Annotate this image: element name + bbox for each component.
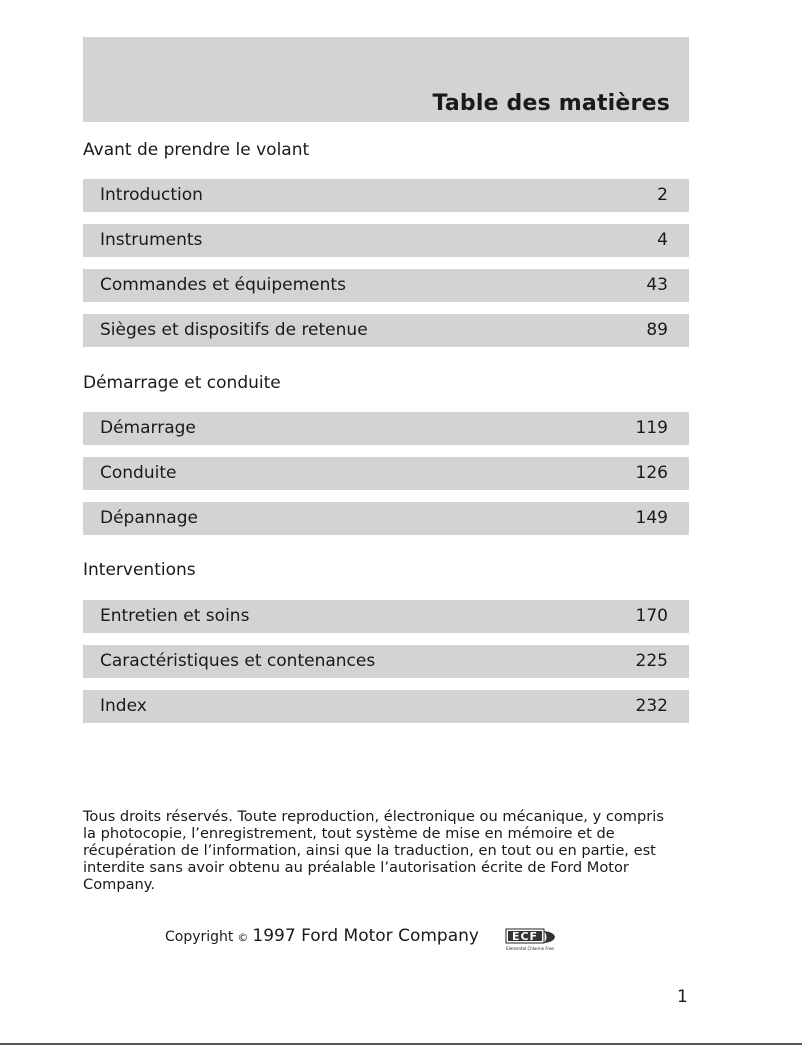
section-heading-avant: Avant de prendre le volant (83, 140, 310, 160)
toc-entry-label: Dépannage (100, 508, 198, 528)
toc-entry-label: Entretien et soins (100, 606, 250, 626)
toc-entry-label: Caractéristiques et contenances (100, 651, 376, 671)
toc-entry-page: 126 (635, 463, 668, 483)
toc-entry-label: Commandes et équipements (100, 275, 346, 295)
toc-entry-introduction[interactable] (83, 179, 689, 212)
page-title: Table des matières (432, 91, 670, 116)
legal-line: interdite sans avoir obtenu au préalable l’autorisation écrite de Ford Motor (83, 859, 629, 876)
section-heading-demarrage: Démarrage et conduite (83, 373, 281, 393)
toc-entry-caracteristiques[interactable] (83, 645, 689, 678)
copyright-word: Copyright (165, 929, 234, 945)
ecf-caption: Elemental Chlorine Free (506, 946, 554, 951)
toc-entry-label: Index (100, 696, 147, 716)
toc-entry-sieges[interactable] (83, 314, 689, 347)
copyright-symbol: © (237, 931, 249, 944)
toc-entry-page: 4 (657, 230, 668, 250)
toc-entry-page: 2 (657, 185, 668, 205)
legal-line: Company. (83, 876, 155, 893)
toc-entry-index[interactable] (83, 690, 689, 723)
toc-entry-page: 149 (635, 508, 668, 528)
legal-line: la photocopie, l’enregistrement, tout système de mise en mémoire et de (83, 825, 615, 842)
toc-entry-label: Sièges et dispositifs de retenue (100, 320, 368, 340)
toc-entry-page: 232 (635, 696, 668, 716)
section-heading-interventions: Interventions (83, 560, 196, 580)
toc-entry-label: Instruments (100, 230, 203, 250)
toc-entry-page: 89 (646, 320, 668, 340)
legal-line: récupération de l’information, ainsi que la traduction, en tout ou en partie, est (83, 842, 656, 859)
ecf-paper-logo-icon (502, 928, 558, 952)
legal-notice (83, 808, 683, 893)
ecf-letters: ECF (511, 930, 539, 943)
toc-entry-page: 225 (635, 651, 668, 671)
toc-entry-page: 43 (646, 275, 668, 295)
toc-entry-label: Introduction (100, 185, 203, 205)
page-number: 1 (677, 987, 688, 1007)
toc-entry-page: 170 (635, 606, 668, 626)
toc-entry-label: Démarrage (100, 418, 196, 438)
header-band (83, 37, 689, 122)
toc-entry-page: 119 (635, 418, 668, 438)
toc-entry-instruments[interactable] (83, 224, 689, 257)
toc-entry-entretien[interactable] (83, 600, 689, 633)
toc-entry-commandes[interactable] (83, 269, 689, 302)
toc-entry-label: Conduite (100, 463, 177, 483)
toc-entry-conduite[interactable] (83, 457, 689, 490)
toc-entry-demarrage[interactable] (83, 412, 689, 445)
legal-line: Tous droits réservés. Toute reproduction, électronique ou mécanique, y compris (83, 808, 664, 825)
bottom-rule (0, 1043, 802, 1045)
copyright-line (165, 926, 479, 946)
toc-entry-depannage[interactable] (83, 502, 689, 535)
copyright-holder: 1997 Ford Motor Company (252, 926, 479, 946)
